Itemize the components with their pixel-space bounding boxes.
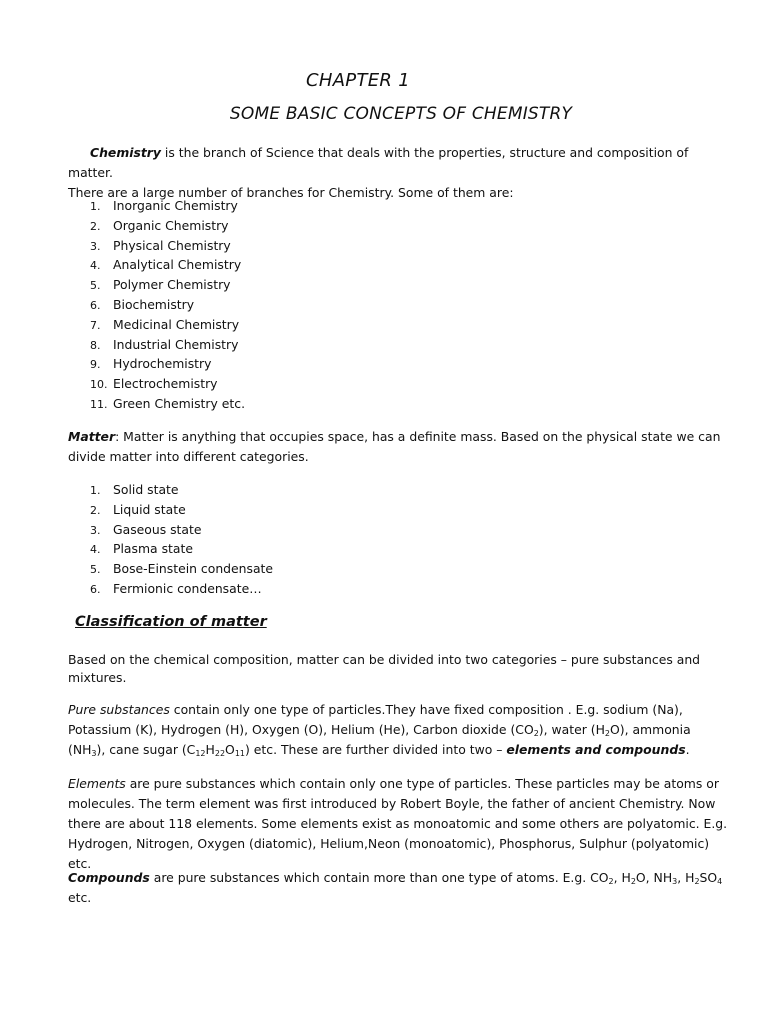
pure-emphasis: elements and compounds <box>506 742 686 757</box>
list-item: 3. Physical Chemistry <box>90 237 231 253</box>
intro-term: Chemistry <box>90 145 161 160</box>
list-item: 2. Organic Chemistry <box>90 217 229 233</box>
list-item: 9. Hydrochemistry <box>90 356 212 372</box>
list-item: 10. Electrochemistry <box>90 376 218 392</box>
list-item: 11. Green Chemistry etc. <box>90 395 246 411</box>
compounds-paragraph: Compounds are pure substances which contain more than one type of atoms. E.g. $CO_2$, $H_2O$, $NH_3$, $H_2SO_4$ etc. <box>68 870 723 905</box>
states-list <box>68 480 273 599</box>
elements-term: Elements <box>68 776 126 791</box>
list-item: 8. Industrial Chemistry <box>90 336 239 352</box>
list-item: 1. Solid state <box>90 482 179 497</box>
list-item: 1. Inorganic Chemistry <box>90 198 238 213</box>
list-item: 2. Liquid state <box>90 501 186 517</box>
list-item: 4. Plasma state <box>90 541 193 557</box>
matter-term: Matter <box>68 429 116 444</box>
pure-term: Pure substances <box>68 702 170 717</box>
list-item: 4. Analytical Chemistry <box>90 257 242 273</box>
matter-paragraph: Matter: Matter is anything that occupies space, has a definite mass. Based on the physical state we can divide matter into different categories. <box>68 429 721 464</box>
list-item: 5. Bose-Einstein condensate <box>90 561 274 577</box>
list-item: 7. Medicinal Chemistry <box>90 316 240 332</box>
compounds-term: Compounds <box>68 870 150 885</box>
list-item: 6. Biochemistry <box>90 296 195 312</box>
pure-substances-paragraph: Pure substances contain only one type of particles.They have fixed composition . E.g. sodium (Na), Potassium (K), Hydrogen (H), Oxygen (O), Helium (He), Carbon dioxide $(CO_2)$, water $(H_2O)$, ammonia $(NH_3)$, cane sugar $(C_{12}H_{22}O_{11})$ etc. These are further divided into two – elements and compounds. <box>68 702 691 758</box>
chapter-label: CHAPTER 1 <box>305 70 411 91</box>
classification-heading: Classification of matter <box>75 614 267 630</box>
intro-paragraph: Chemistry is the branch of Science that deals with the properties, structure and composition of matter. There are a large number of branches for Chemistry. Some of them are: <box>68 145 689 200</box>
branches-list <box>68 196 245 414</box>
list-item: 6. Fermionic condensate… <box>90 580 262 596</box>
list-item: 3. Gaseous state <box>90 521 202 537</box>
elements-paragraph: Elements are pure substances which contain only one type of particles. These particles may be atoms or molecules. The term element was first introduced by Robert Boyle, the father of ancient Chemistry. Now there are about 118 elements. Some elements exist as monoatomic and some others are polyatomic. E.g. Hydrogen, Nitrogen, Oxygen (diatomic), Helium,Neon (monoatomic), Phosphorus, Sulphur (polyatomic) etc. <box>68 776 728 871</box>
list-item: 5. Polymer Chemistry <box>90 277 231 293</box>
classification-paragraph: Based on the chemical composition, matter can be divided into two categories – pure substances and mixtures. <box>68 652 701 685</box>
chapter-title: SOME BASIC CONCEPTS OF CHEMISTRY <box>229 104 573 124</box>
